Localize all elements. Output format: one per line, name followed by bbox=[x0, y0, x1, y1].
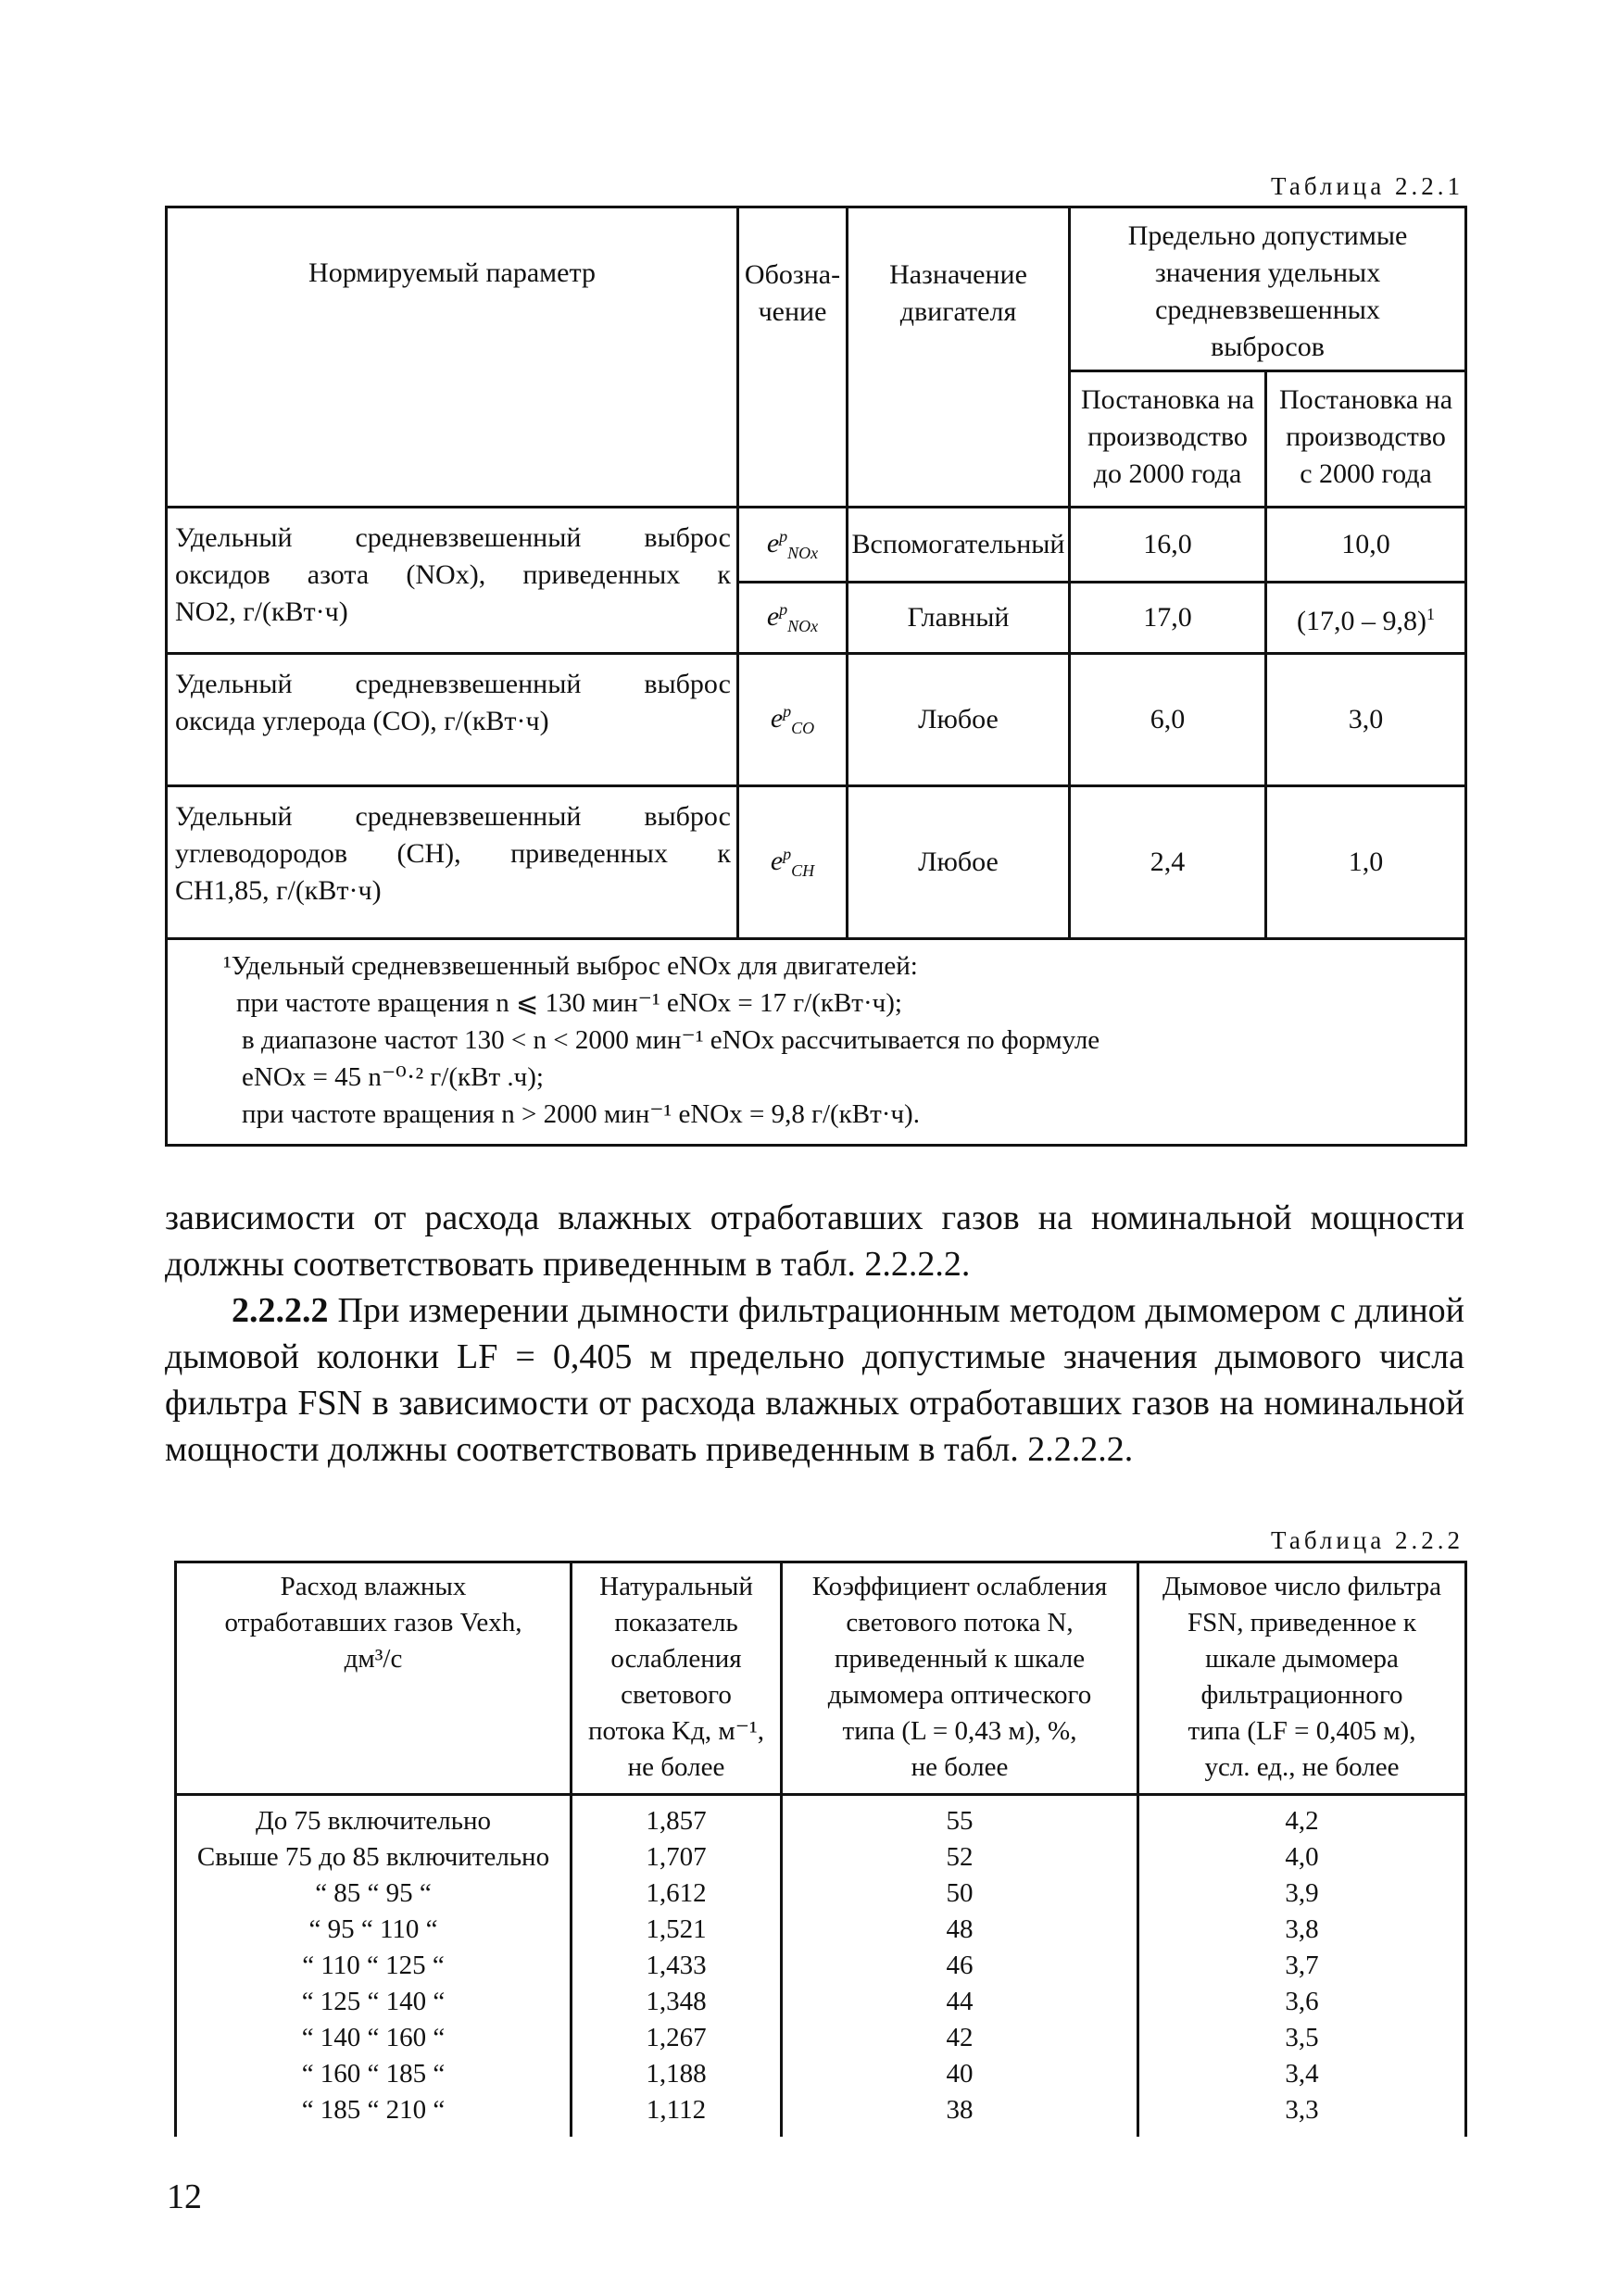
engine-auxiliary: Вспомогательный bbox=[848, 508, 1070, 583]
column-filter-smoke-number: 4,2 4,0 3,9 3,8 3,7 3,6 3,5 3,4 3,3 bbox=[1138, 1795, 1466, 2138]
table-row-range: “ 85 “ 95 “ bbox=[315, 1878, 432, 1908]
param-nox: Удельный средневзвешенный выброс оксидов азота (NOх), приведенных к NO2, г/(кВт·ч) bbox=[167, 508, 738, 654]
symbol-ch: $e^p_{CH}$ bbox=[738, 786, 848, 939]
param-co: Удельный средневзвешенный выброс оксида углерода (СО), г/(кВт·ч) bbox=[167, 654, 738, 786]
symbol-nox-aux: $e^p_{NOx}$ bbox=[738, 508, 848, 583]
table-caption-2-2-1: Таблица 2.2.1 bbox=[1271, 172, 1464, 200]
header-engine-purpose: Назначение двигателя bbox=[848, 207, 1070, 508]
engine-any-ch: Любое bbox=[848, 786, 1070, 939]
table-row-range: “ 160 “ 185 “ bbox=[301, 2059, 446, 2089]
header-before-2000: Постановка на производство до 2000 года bbox=[1070, 371, 1266, 508]
emission-limits-table bbox=[165, 206, 1467, 1147]
table-row-range: “ 125 “ 140 “ bbox=[301, 1987, 446, 2016]
column-exhaust-flow bbox=[176, 1795, 572, 2138]
symbol-co: $e^p_{CO}$ bbox=[738, 654, 848, 786]
header-filter-smoke-number: Дымовое число фильтра FSN, приведенное к шкале дымомера фильтрационного типа (LF = 0,405 м), усл. ед., не более bbox=[1138, 1562, 1466, 1795]
engine-main: Главный bbox=[848, 583, 1070, 654]
column-attenuation-coefficient: 55 52 50 48 46 44 42 40 38 bbox=[782, 1795, 1138, 2138]
paragraph-2-2-2-2: 2.2.2.2 При измерении дымности фильтрационным методом дымомером с длиной дымовой колонки LF = 0,405 м предельно допустимые значения дымового числа фильтра FSN в зависимости от расхода влажных отработавших газов на номинальной мощности должны соответствовать приведенным в табл. 2.2.2.2. bbox=[165, 1291, 1464, 1469]
param-ch: Удельный средневзвешенный выброс углеводородов (СН), приведенных к СН1,85, г/(кВт·ч) bbox=[167, 786, 738, 939]
paragraph-continuation: зависимости от расхода влажных отработавших газов на номинальной мощности должны соответствовать приведенным в табл. 2.2.2.2. bbox=[165, 1198, 1464, 1284]
table-row-range: Свыше 75 до 85 включительно bbox=[196, 1842, 550, 1872]
body-text bbox=[165, 1195, 1464, 1473]
table-footnote: ¹Удельный средневзвешенный выброс eNOx для двигателей: при частоте вращения n ⩽ 130 мин⁻¹ eNOx = 17 г/(кВт·ч); в диапазоне частот 130 < n < 2000 мин⁻¹ eNOx рассчитывается по формуле eNOx = 45 n⁻⁰·² г/(кВт .ч); при частоте вращения n > 2000 мин⁻¹ eNOx = 9,8 г/(кВт·ч). bbox=[167, 939, 1466, 1146]
value-co-after: 3,0 bbox=[1266, 654, 1466, 786]
table-row-range: До 75 включительно bbox=[256, 1806, 491, 1836]
header-designation: Обозна- чение bbox=[738, 207, 848, 508]
engine-any-co: Любое bbox=[848, 654, 1070, 786]
header-parameter: Нормируемый параметр bbox=[167, 207, 738, 508]
value-co-before: 6,0 bbox=[1070, 654, 1266, 786]
table-row-range: “ 95 “ 110 “ bbox=[308, 1914, 438, 1944]
header-after-2000: Постановка на производство с 2000 года bbox=[1266, 371, 1466, 508]
value-nox-main-after: (17,0 – 9,8)$^1$ bbox=[1266, 583, 1466, 654]
value-nox-aux-after: 10,0 bbox=[1266, 508, 1466, 583]
table-row-range: “ 140 “ 160 “ bbox=[301, 2023, 446, 2052]
header-exhaust-flow: Расход влажных отработавших газов Vexh, дм³/с bbox=[176, 1562, 572, 1795]
table-row-range: “ 110 “ 125 “ bbox=[302, 1951, 445, 1980]
column-natural-coefficient: 1,857 1,707 1,612 1,521 1,433 1,348 1,267 1,188 1,112 bbox=[572, 1795, 782, 2138]
value-nox-main-before: 17,0 bbox=[1070, 583, 1266, 654]
table-row-range: “ 185 “ 210 “ bbox=[301, 2095, 446, 2125]
symbol-nox-main: $e^p_{NOx}$ bbox=[738, 583, 848, 654]
value-ch-after: 1,0 bbox=[1266, 786, 1466, 939]
header-natural-coefficient: Натуральный показатель ослабления светового потока Kд, м⁻¹, не более bbox=[572, 1562, 782, 1795]
value-ch-before: 2,4 bbox=[1070, 786, 1266, 939]
header-limits: Предельно допустимые значения удельных средневзвешенных выбросов bbox=[1070, 207, 1466, 371]
value-nox-aux-before: 16,0 bbox=[1070, 508, 1266, 583]
smoke-limits-table bbox=[174, 1561, 1467, 2137]
header-attenuation-coefficient: Коэффициент ослабления светового потока N, приведенный к шкале дымомера оптического типа (L = 0,43 м), %, не более bbox=[782, 1562, 1138, 1795]
page-number: 12 bbox=[167, 2177, 202, 2216]
table-caption-2-2-2: Таблица 2.2.2 bbox=[1271, 1526, 1464, 1554]
